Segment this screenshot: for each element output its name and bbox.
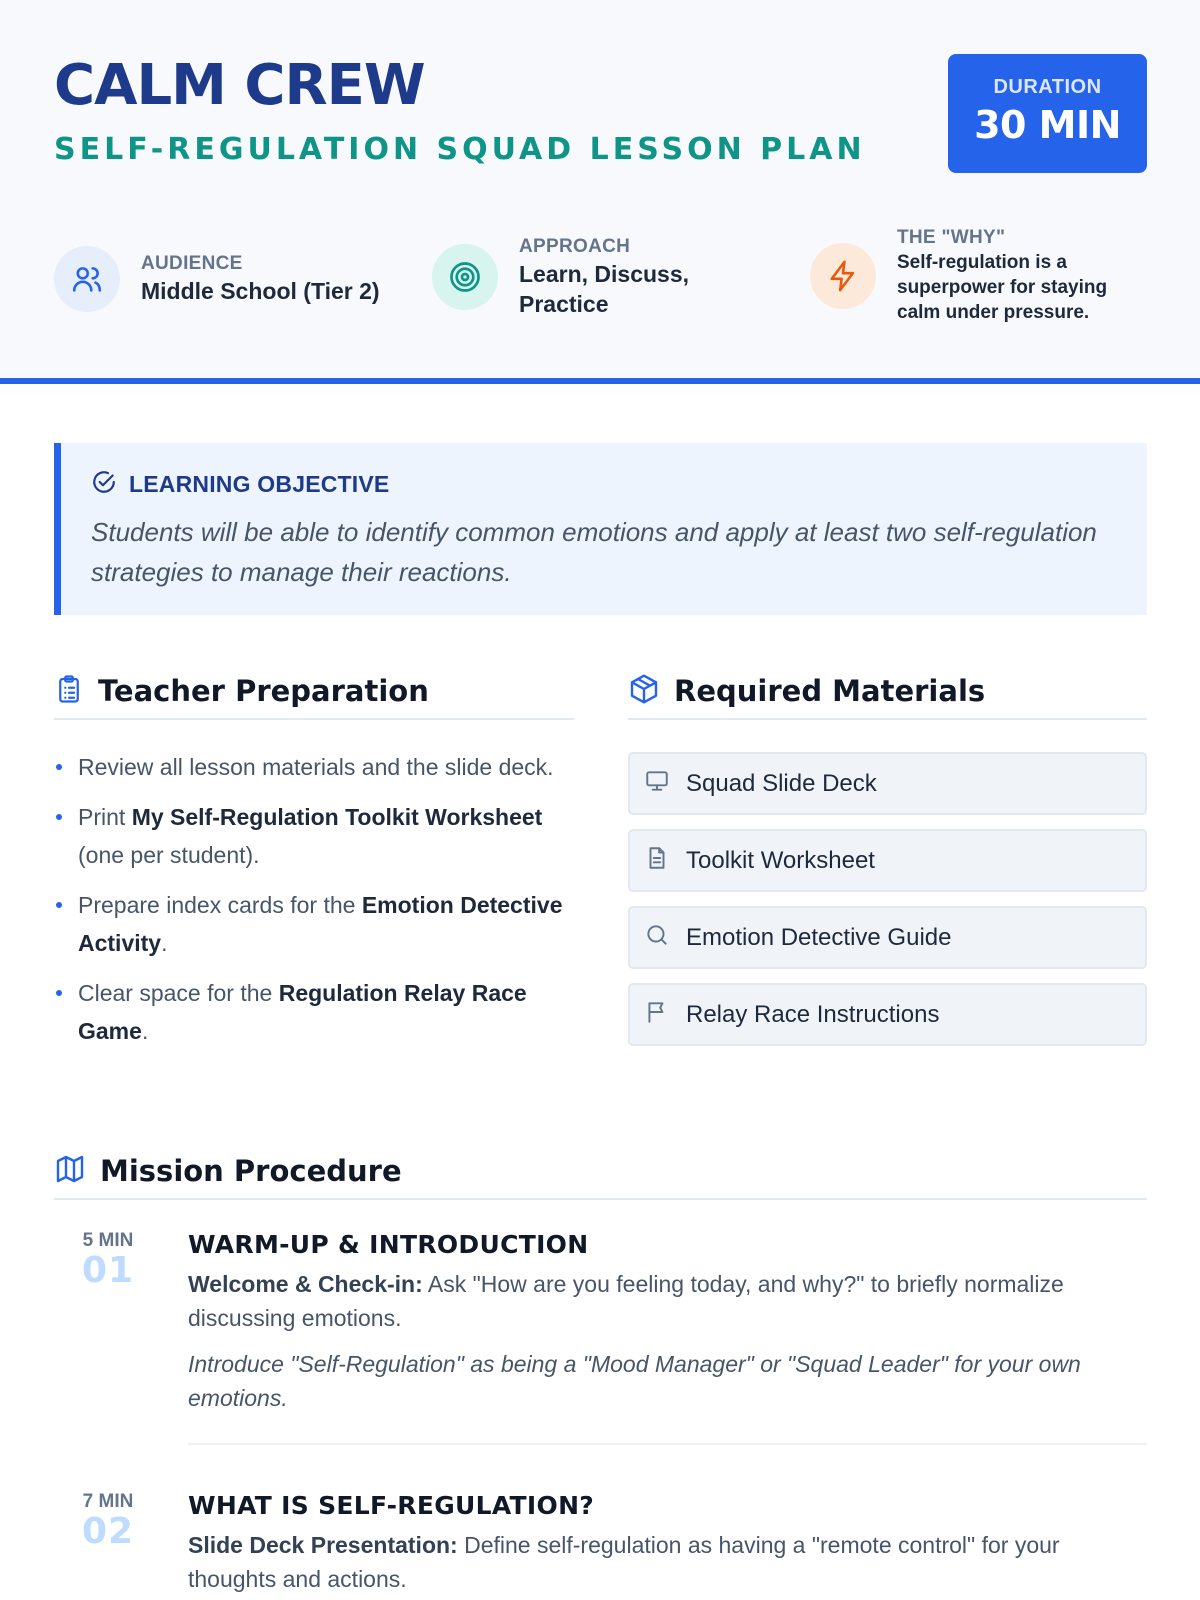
list-item: Prepare index cards for the Emotion Detective Activity. bbox=[54, 886, 574, 962]
step-title: WHAT IS SELF-REGULATION? bbox=[188, 1491, 595, 1520]
step-text: Slide Deck Presentation: Define self-regulation as having a "remote control" for your thoughts and actions. bbox=[188, 1532, 1060, 1592]
step-number: 02 bbox=[81, 1511, 135, 1552]
learning-objective bbox=[54, 443, 1147, 615]
section-heading: Mission Procedure bbox=[100, 1154, 402, 1188]
duration-value: 30 MIN bbox=[974, 103, 1121, 147]
search-icon bbox=[644, 922, 670, 953]
list-item: Print My Self-Regulation Toolkit Worksheet (one per student). bbox=[54, 798, 574, 874]
duration-badge bbox=[948, 54, 1147, 173]
section-heading: Teacher Preparation bbox=[98, 674, 429, 708]
step-note: Introduce "Self-Regulation" as being a "Mood Manager" or "Squad Leader" for your own emotions. bbox=[188, 1351, 1081, 1411]
lightning-icon bbox=[810, 243, 876, 309]
divider bbox=[188, 1443, 1147, 1445]
page-title: CALM CREW bbox=[54, 53, 425, 118]
document-icon bbox=[644, 845, 670, 876]
meta-why bbox=[810, 226, 1147, 325]
page-subtitle: SELF-REGULATION SQUAD LESSON PLAN bbox=[54, 132, 866, 167]
clipboard-icon bbox=[54, 673, 84, 710]
users-icon bbox=[54, 246, 120, 312]
duration-label: DURATION bbox=[993, 76, 1102, 98]
map-icon bbox=[54, 1153, 86, 1190]
meta-label: AUDIENCE bbox=[141, 253, 243, 274]
meta-label: THE "WHY" bbox=[897, 227, 1006, 248]
step-number: 01 bbox=[81, 1250, 135, 1291]
meta-approach bbox=[432, 235, 749, 319]
flag-icon bbox=[644, 999, 670, 1030]
material-item bbox=[628, 752, 1147, 815]
meta-label: APPROACH bbox=[519, 236, 631, 257]
section-teacher-preparation bbox=[54, 664, 574, 720]
step-title: WARM-UP & INTRODUCTION bbox=[188, 1230, 589, 1259]
materials-list bbox=[628, 752, 1147, 1060]
objective-title: LEARNING OBJECTIVE bbox=[129, 471, 390, 497]
check-circle-icon bbox=[91, 469, 117, 500]
meta-value: Learn, Discuss, Practice bbox=[519, 261, 690, 317]
package-icon bbox=[628, 673, 660, 710]
material-item bbox=[628, 906, 1147, 969]
meta-audience bbox=[54, 246, 380, 312]
lesson-header bbox=[0, 0, 1200, 384]
list-item: Review all lesson materials and the slide deck. bbox=[54, 748, 574, 786]
step-time: 7 MIN bbox=[82, 1491, 134, 1512]
monitor-icon bbox=[644, 768, 670, 799]
objective-text: Students will be able to identify common emotions and apply at least two self-regulation strategies to manage their reactions. bbox=[91, 517, 1097, 587]
meta-value: Middle School (Tier 2) bbox=[141, 278, 380, 304]
preparation-list bbox=[54, 748, 574, 1062]
section-required-materials bbox=[628, 664, 1147, 720]
step-text: Welcome & Check-in: Ask "How are you feeling today, and why?" to briefly normalize discussing emotions. bbox=[188, 1271, 1064, 1331]
list-item: Clear space for the Regulation Relay Race Game. bbox=[54, 974, 574, 1050]
material-item bbox=[628, 983, 1147, 1046]
material-label: Emotion Detective Guide bbox=[686, 923, 952, 951]
material-label: Relay Race Instructions bbox=[686, 1000, 940, 1028]
meta-value: Self-regulation is a superpower for staying calm under pressure. bbox=[897, 252, 1108, 323]
target-icon bbox=[432, 244, 498, 310]
material-label: Squad Slide Deck bbox=[686, 769, 877, 797]
material-label: Toolkit Worksheet bbox=[686, 846, 875, 874]
material-item bbox=[628, 829, 1147, 892]
section-heading: Required Materials bbox=[674, 674, 986, 708]
section-mission-procedure bbox=[54, 1144, 1147, 1200]
step-time: 5 MIN bbox=[82, 1230, 134, 1251]
